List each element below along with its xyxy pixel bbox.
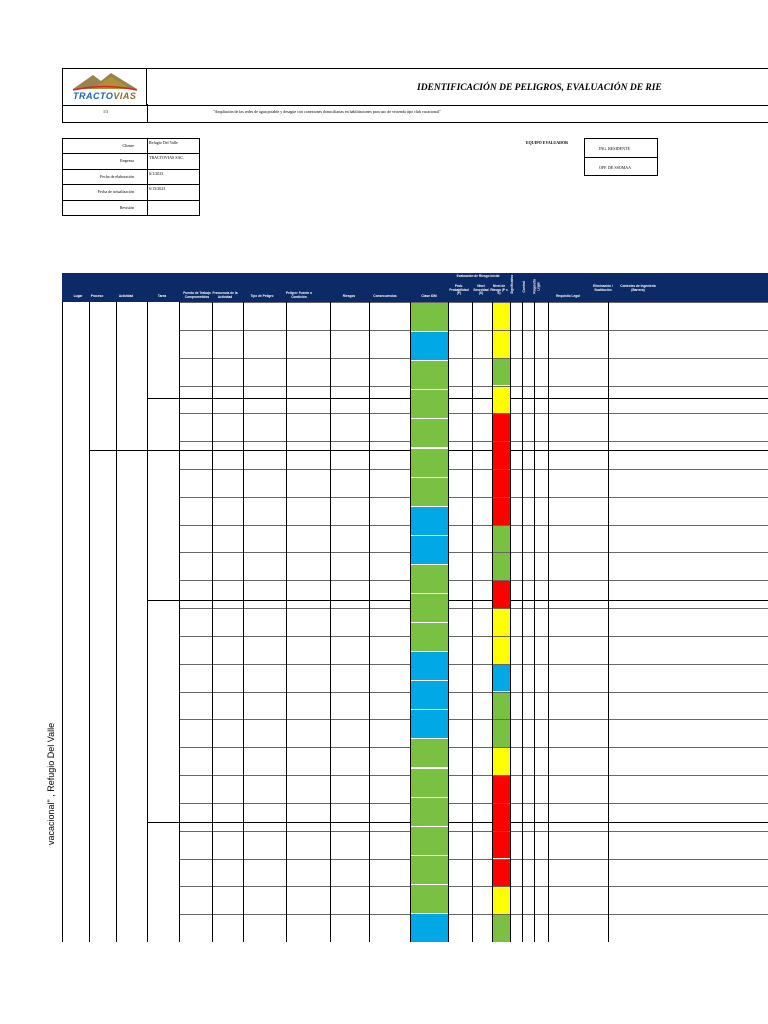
col-puesto: Puesto de Trabajo Comprometidos: [183, 291, 211, 299]
class-idm-cell: [411, 478, 448, 506]
class-idm-cell: [411, 856, 448, 884]
logo-text: TRACTOVIAS: [73, 91, 137, 101]
col-peligro: Peligro: Fuente o Condición: [285, 291, 313, 299]
class-idm-cell: [411, 332, 448, 360]
class-idm-cell: [411, 303, 448, 331]
risk-level-cell: [493, 470, 510, 497]
col-clase: Clase IDM: [421, 294, 437, 298]
col-frecuencia: Frecuencia de la Actividad: [212, 291, 238, 299]
team-box: [584, 138, 658, 176]
info-row-company: Empresa TRACTOVIAS SAC.: [62, 154, 200, 169]
risk-level-cell: [493, 331, 510, 358]
risk-level-cell: [493, 359, 510, 386]
risk-level-cell: [493, 804, 510, 831]
risk-level-cell: [493, 498, 510, 525]
risk-level-cell: [493, 832, 510, 859]
team-label: EQUIPO EVALUADOR: [526, 140, 569, 145]
risk-level-cell: [493, 637, 510, 664]
risk-level-cell: [493, 526, 510, 553]
company-logo: [62, 68, 147, 106]
risk-level-cell: [493, 303, 510, 330]
col-ingenieria: Controles de Ingeniería (Barrera): [620, 284, 656, 292]
row-number: 1/3: [103, 109, 109, 114]
document-title: IDENTIFICACIÓN DE PELIGROS, EVALUACIÓN DE RIE: [417, 83, 662, 93]
risk-level-cell: [493, 887, 510, 914]
class-idm-cell: [411, 536, 448, 564]
col-prob: Prob. Probabilidad (P): [449, 284, 469, 296]
col-actividad: Actividad: [118, 294, 134, 298]
risk-level-cell: [493, 860, 510, 887]
risk-level-cell: [493, 609, 510, 636]
col-lugar: Lugar: [73, 294, 83, 298]
risk-level-cell: [493, 748, 510, 775]
risk-level-cell: [493, 915, 510, 942]
col-sev: Nivel Severidad (S): [473, 284, 489, 296]
risk-level-cell: [493, 776, 510, 803]
class-idm-cell: [411, 652, 448, 680]
col-eliminacion: Eliminación / Sustitución: [593, 284, 613, 292]
class-idm-cell: [411, 507, 448, 535]
class-idm-cell: [411, 361, 448, 389]
risk-level-cell: [493, 581, 510, 608]
class-idm-cell: [411, 827, 448, 855]
col-significativo: Significativo: [510, 274, 515, 294]
col-control: Control: [522, 281, 527, 293]
class-idm-cell: [411, 798, 448, 826]
col-proceso: Proceso: [90, 294, 104, 298]
risk-level-cell: [493, 693, 510, 720]
col-riesgos: Riesgos: [342, 294, 356, 298]
col-consecuencias: Consecuencias: [373, 294, 397, 298]
class-idm-cell: [411, 419, 448, 447]
class-idm-cell: [411, 769, 448, 797]
risk-level-cell: [493, 442, 510, 469]
col-nivel: Nivel de Riesgo (P x S): [490, 284, 508, 296]
team-member: OFF. DE SSOMAA: [599, 165, 632, 170]
title-box: [146, 68, 768, 106]
class-idm-cell: [411, 594, 448, 622]
table-header: [62, 273, 768, 302]
risk-level-cell: [493, 665, 510, 692]
risk-level-cell: [493, 414, 510, 441]
info-table: [62, 138, 200, 216]
info-row-revision: Revisión: [62, 201, 200, 216]
col-tipo: Tipo de Peligro: [250, 294, 274, 298]
class-idm-cell: [411, 885, 448, 913]
class-idm-cell: [411, 739, 448, 767]
risk-level-cell: [493, 720, 510, 747]
col-requisito-legal-mark: Requisito Legal: [532, 279, 540, 294]
info-row-created: Fecha de elaboración 6/1/2023: [62, 170, 200, 185]
class-idm-cell: [411, 681, 448, 709]
mountain-logo-icon: [71, 71, 139, 91]
risk-level-cell: [493, 553, 510, 580]
class-idm-cell: [411, 623, 448, 651]
class-idm-cell: [411, 914, 448, 942]
team-member: ING. RESIDENTE: [599, 146, 630, 151]
class-idm-cell: [411, 449, 448, 477]
col-evaluacion: Evaluación de Riesgo Inicial: [456, 274, 500, 278]
class-idm-cell: [411, 565, 448, 593]
class-idm-cell: [411, 390, 448, 418]
info-row-updated: Fecha de actualización 6/13/2023: [62, 185, 200, 200]
col-requisito: Requisito Legal: [556, 294, 580, 298]
risk-table-body: [62, 302, 768, 942]
vertical-location-label: vacacional" , Refugio Del Valle: [46, 722, 56, 845]
class-idm-cell: [411, 710, 448, 738]
col-tarea: Tarea: [157, 294, 167, 298]
risk-level-cell: [493, 387, 510, 414]
info-row-client: Cliente Refugio Del Valle: [62, 138, 200, 154]
project-row: [62, 104, 768, 123]
project-description: "Ampliación de las redes de agua potable y desagüe con conexiones domiciliarias en habilitaciones para uso de vivienda tipo club vacacional": [213, 109, 441, 114]
